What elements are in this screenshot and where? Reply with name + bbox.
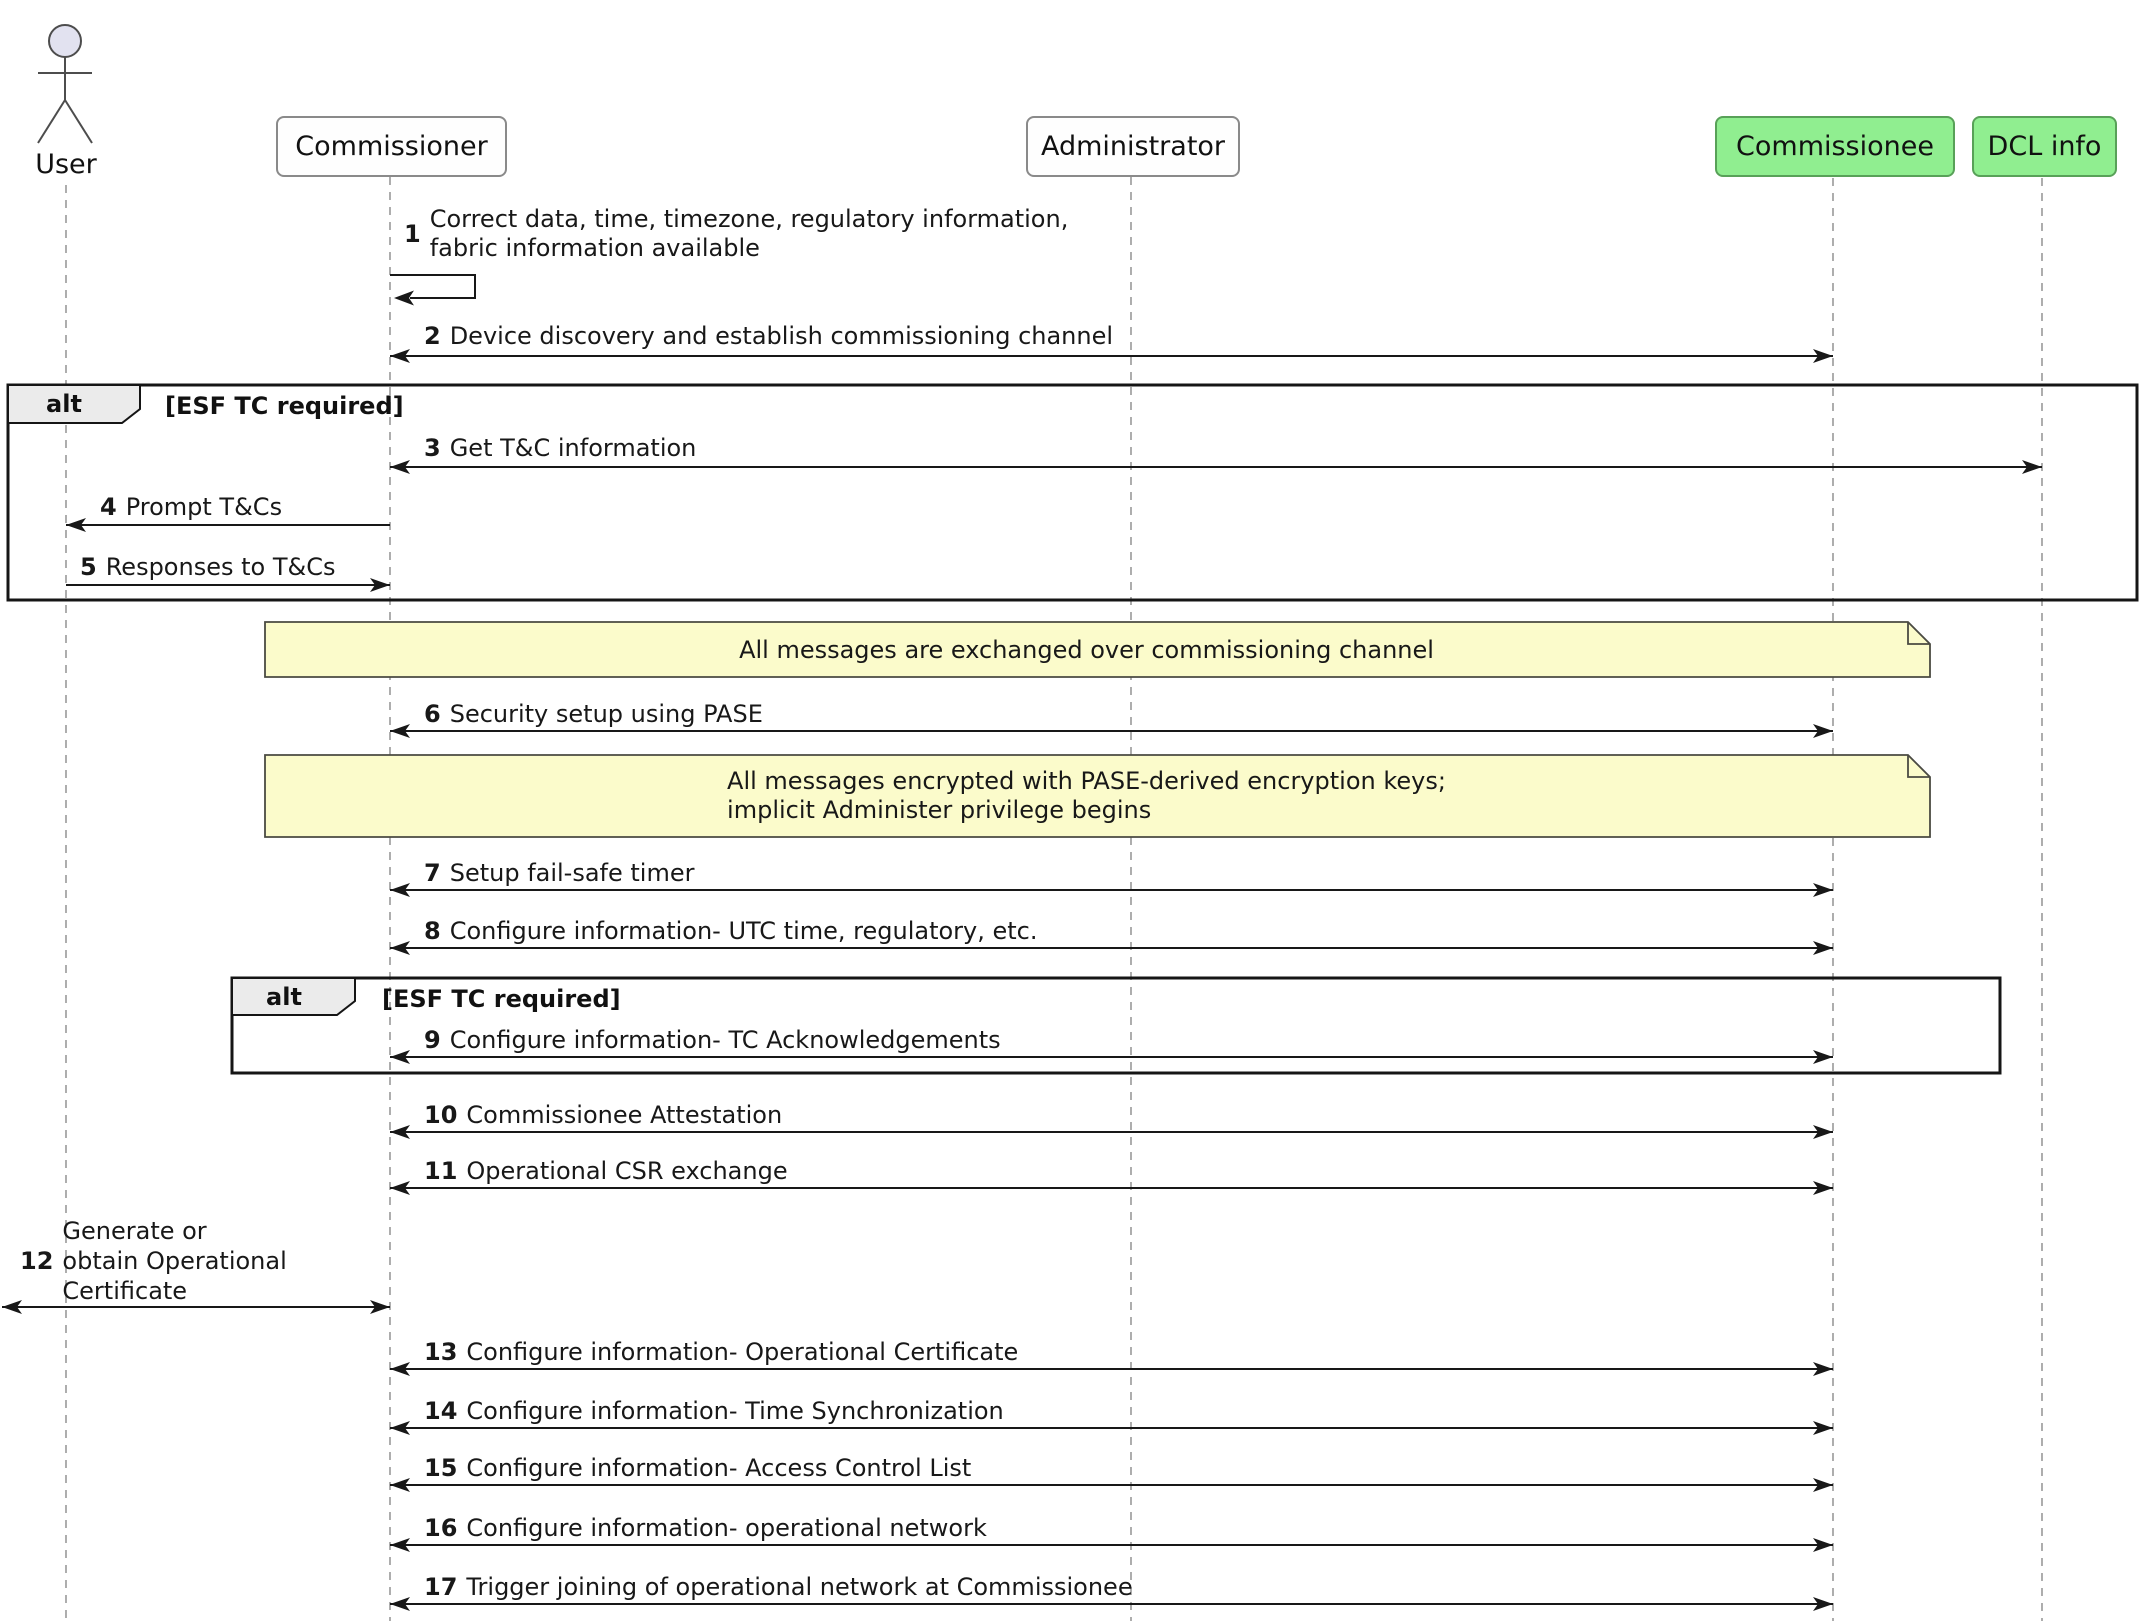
message-label-12: 12 Generate or obtain Operational Certificate bbox=[20, 1217, 287, 1305]
message-label-7: 7 Setup fail-safe timer bbox=[424, 859, 695, 887]
alt-2-keyword: alt bbox=[266, 983, 302, 1011]
message-label-10: 10 Commissionee Attestation bbox=[424, 1101, 783, 1129]
message-label-15: 15 Configure information- Access Control List bbox=[424, 1454, 972, 1482]
alt-2-guard: [ESF TC required] bbox=[382, 985, 621, 1013]
participant-commissionee: Commissionee bbox=[1715, 116, 1955, 177]
note-2-line-1: All messages encrypted with PASE-derived encryption keys; bbox=[727, 767, 1446, 795]
note-2-text bbox=[265, 757, 1908, 835]
actor-leg-left bbox=[38, 100, 65, 143]
message-label-14: 14 Configure information- Time Synchronization bbox=[424, 1397, 1004, 1425]
message-label-16: 16 Configure information- operational network bbox=[424, 1514, 987, 1542]
message-label-3: 3 Get T&C information bbox=[424, 434, 697, 462]
participant-commissioner: Commissioner bbox=[276, 116, 507, 177]
user-actor-icon bbox=[38, 25, 92, 143]
message-label-9: 9 Configure information- TC Acknowledgements bbox=[424, 1026, 1001, 1054]
note-1-text: All messages are exchanged over commissioning channel bbox=[739, 636, 1434, 664]
participant-user-label: User bbox=[35, 149, 97, 180]
message-label-5: 5 Responses to T&Cs bbox=[80, 553, 336, 581]
message-label-17: 17 Trigger joining of operational network at Commissionee bbox=[424, 1573, 1133, 1601]
participant-administrator: Administrator bbox=[1026, 116, 1240, 177]
alt-1-guard: [ESF TC required] bbox=[165, 392, 404, 420]
actor-head bbox=[49, 25, 81, 57]
participant-dcl-info: DCL info bbox=[1972, 116, 2117, 177]
message-label-11: 11 Operational CSR exchange bbox=[424, 1157, 788, 1185]
message-label-2: 2 Device discovery and establish commissioning channel bbox=[424, 322, 1114, 350]
alt-1-keyword: alt bbox=[46, 390, 82, 418]
message-label-8: 8 Configure information- UTC time, regulatory, etc. bbox=[424, 917, 1038, 945]
actor-leg-right bbox=[65, 100, 92, 143]
message-label-13: 13 Configure information- Operational Certificate bbox=[424, 1338, 1019, 1366]
message-label-6: 6 Security setup using PASE bbox=[424, 700, 763, 728]
message-label-1: 1 Correct data, time, timezone, regulatory information, fabric information available bbox=[404, 205, 1069, 262]
note-2-line-2: implicit Administer privilege begins bbox=[727, 796, 1152, 824]
arrow-msg-1-self bbox=[390, 275, 475, 298]
message-label-4: 4 Prompt T&Cs bbox=[100, 493, 283, 521]
